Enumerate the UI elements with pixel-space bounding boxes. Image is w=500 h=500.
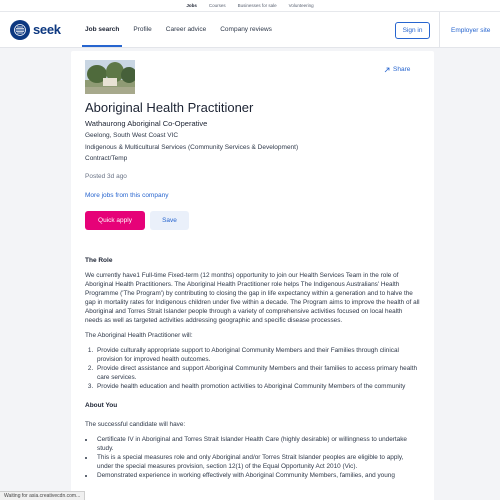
role-heading: The Role	[85, 257, 113, 264]
share-label: Share	[393, 66, 411, 73]
nav-job-search[interactable]: Job search	[78, 12, 126, 47]
job-location: Geelong, South West Coast VIC	[85, 132, 179, 139]
job-work-type: Contract/Temp	[85, 155, 128, 162]
topbar-link-businesses[interactable]: Businesses for sale	[237, 3, 277, 8]
main-nav	[78, 12, 279, 47]
nav-company-reviews[interactable]: Company reviews	[220, 26, 272, 33]
topbar-link-courses[interactable]: Courses	[208, 3, 226, 8]
topbar-link-volunteering[interactable]: Volunteering	[288, 3, 314, 8]
company-name: Wathaurong Aboriginal Co-Operative	[85, 119, 208, 128]
duties-list	[95, 346, 421, 391]
list-item: 2. Provide direct assistance and support Aboriginal Community Members and their families to access primary health care services.	[95, 364, 421, 382]
employer-site-link[interactable]: Employer site	[451, 26, 491, 34]
company-banner-image	[85, 60, 135, 94]
seek-logo-text: seek	[33, 22, 61, 37]
list-item: • This is a special measures role and only Aboriginal and/or Torres Strait Islander peoples are eligible to apply, under the special measures provision, section 12(1) of the Equal Opportunity Act 2010 (Vic).	[95, 453, 421, 471]
list-item: 3. Provide health education and health promotion activities to Aboriginal Community Members of the community	[95, 382, 421, 391]
job-category: Indigenous & Multicultural Services (Community Services & Development)	[85, 144, 299, 151]
posted-date: Posted 3d ago	[85, 173, 127, 180]
role-paragraph: We currently have1 Full-time Fixed-term (12 months) opportunity to join our Health Services Team in the role of Aboriginal Health Practitioners. The Aboriginal Health Practitioner role helps The Indigenous Australians' Health Programme ('The Program') by contributing to closing the gap in life expectancy within a generation and to halve the gap in mortality rates for Indigenous children under five within a decade. The Program aims to improve the health of all Aboriginal and Torres Strait Islander people through a variety of comprehensive activities focused on local health needs as well as targeted activities addressing geographic and specific disease processes.	[85, 272, 420, 324]
requirements-list	[95, 435, 421, 480]
list-item: 1. Provide culturally appropriate support to Aboriginal Community Members and their Families through clinical provision for improved health outcomes.	[95, 346, 421, 364]
about-paragraph: The successful candidate will have:	[85, 421, 186, 428]
more-jobs-link[interactable]: More jobs from this company	[85, 192, 169, 199]
quick-apply-button[interactable]: Quick apply	[85, 211, 145, 230]
seek-logo[interactable]	[10, 12, 72, 47]
nav-profile[interactable]: Profile	[133, 26, 152, 33]
save-button[interactable]: Save	[150, 211, 189, 230]
sign-in-button[interactable]: Sign in	[395, 22, 430, 39]
about-heading: About You	[85, 402, 118, 409]
header	[0, 12, 500, 48]
list-item: • Certificate IV in Aboriginal and Torres Strait Islander Health Care (highly desirable) or willingness to undertake study.	[95, 435, 421, 453]
topbar-link-jobs[interactable]: Jobs	[186, 3, 197, 8]
job-details-card	[71, 51, 434, 500]
list-item: • Demonstrated experience in working effectively with Aboriginal Community Members, families, and young	[95, 471, 421, 480]
job-title: Aboriginal Health Practitioner	[85, 100, 254, 115]
share-button[interactable]	[384, 66, 410, 73]
header-divider	[439, 12, 440, 47]
job-description	[85, 256, 421, 486]
share-icon	[384, 67, 390, 73]
role-intro: The Aboriginal Health Practitioner will:	[85, 332, 193, 339]
browser-status-bar: Waiting for asia.creativecdn.com...	[0, 491, 85, 500]
nav-career-advice[interactable]: Career advice	[165, 26, 207, 33]
top-bar	[0, 0, 500, 12]
seek-logo-icon	[10, 20, 30, 40]
